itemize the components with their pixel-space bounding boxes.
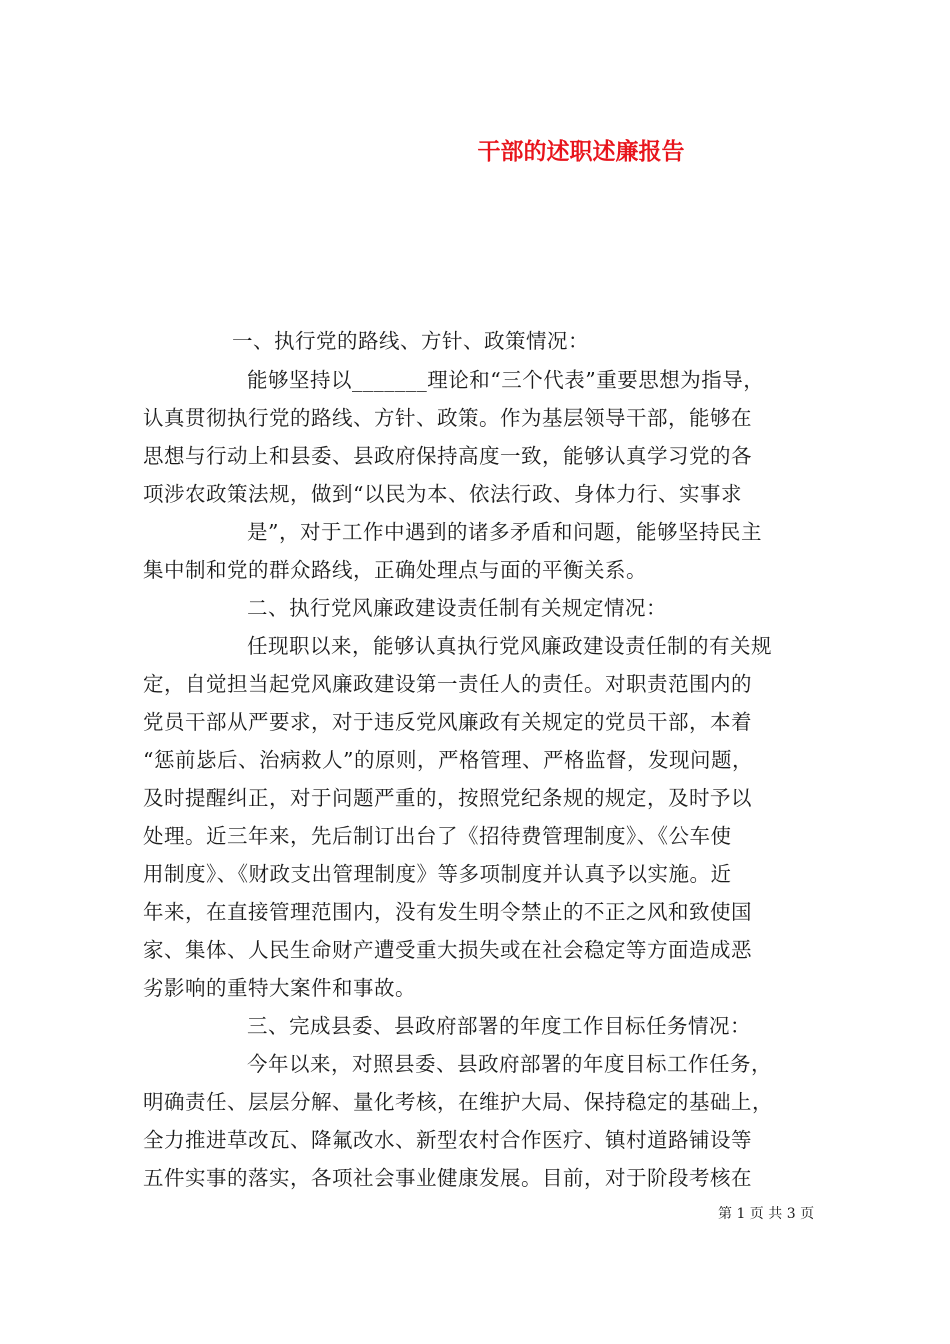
paragraph-line: 任现职以来，能够认真执行党风廉政建设责任制的有关规 [247,634,772,658]
paragraph-line: 是”，对于工作中遇到的诸多矛盾和问题，能够坚持民主 [247,520,762,544]
paragraph-line: 今年以来，对照县委、县政府部署的年度目标工作任务， [247,1052,772,1076]
paragraph-line: 用制度》、《财政支出管理制度》等多项制度并认真予以实施。近 [143,862,732,886]
paragraph-line: 及时提醒纠正，对于问题严重的，按照党纪条规的规定，及时予以 [143,786,752,810]
paragraph-line: 处理。近三年来，先后制订出台了《招待费管理制度》、《公车使 [143,824,732,848]
paragraph-line: “惩前毖后、治病救人”的原则，严格管理、严格监督，发现问题， [143,748,753,772]
paragraph-line: 五件实事的落实，各项社会事业健康发展。目前，对于阶段考核在 [143,1166,752,1190]
section-heading-3: 三、完成县委、县政府部署的年度工作目标任务情况： [247,1014,751,1038]
paragraph-line: 能够坚持以_______理论和“三个代表”重要思想为指导， [247,368,765,392]
paragraph-line: 项涉农政策法规，做到“以民为本、依法行政、身体力行、实事求 [143,482,742,506]
section-heading-2: 二、执行党风廉政建设责任制有关规定情况： [247,596,667,620]
paragraph-line: 家、集体、人民生命财产遭受重大损失或在社会稳定等方面造成恶 [143,938,752,962]
paragraph-line: 集中制和党的群众路线，正确处理点与面的平衡关系。 [143,558,647,582]
paragraph-line: 思想与行动上和县委、县政府保持高度一致，能够认真学习党的各 [143,444,752,468]
paragraph-line: 认真贯彻执行党的路线、方针、政策。作为基层领导干部，能够在 [143,406,752,430]
paragraph-line: 年来，在直接管理范围内，没有发生明令禁止的不正之风和致使国 [143,900,752,924]
paragraph-line: 明确责任、层层分解、量化考核，在维护大局、保持稳定的基础上， [143,1090,773,1114]
paragraph-line: 党员干部从严要求，对于违反党风廉政有关规定的党员干部，本着 [143,710,752,734]
paragraph-line: 全力推进草改瓦、降氟改水、新型农村合作医疗、镇村道路铺设等 [143,1128,752,1152]
paragraph-line: 劣影响的重特大案件和事故。 [143,976,416,1000]
paragraph-line: 定，自觉担当起党风廉政建设第一责任人的责任。对职责范围内的 [143,672,752,696]
section-heading-1: 一、执行党的路线、方针、政策情况： [232,329,589,353]
page-number: 第 1 页 共 3 页 [718,1206,815,1222]
document-title: 干部的述职述廉报告 [477,138,685,165]
